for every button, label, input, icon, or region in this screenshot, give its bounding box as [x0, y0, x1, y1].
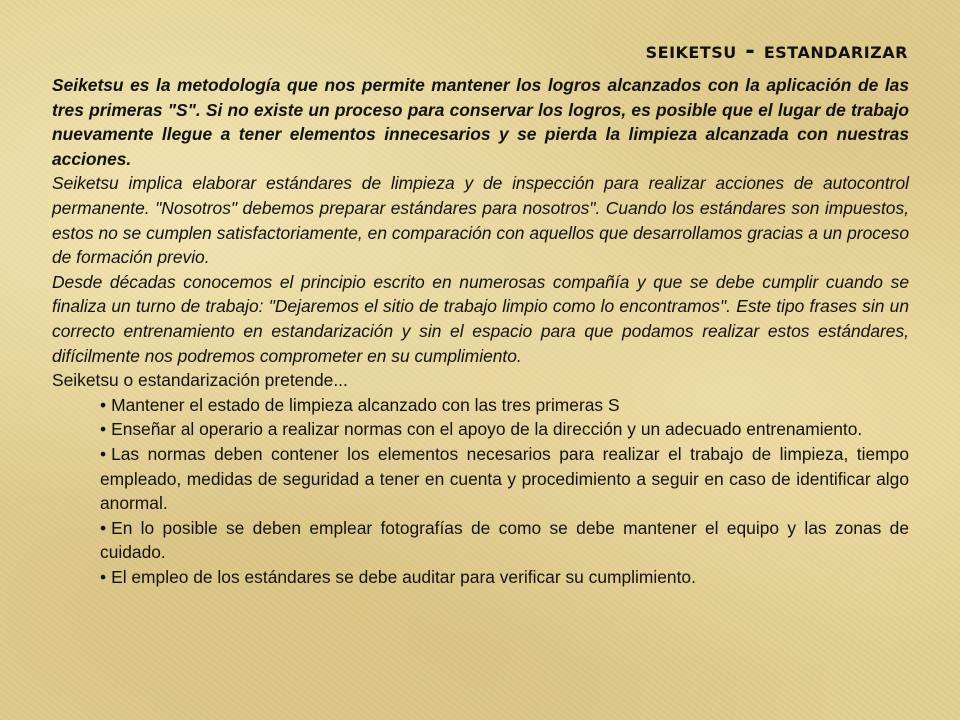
bullet-icon: • — [100, 517, 107, 538]
bullet-icon: • — [100, 394, 107, 415]
slide-title: seiketsu - estandarizar — [645, 38, 908, 64]
list-item-text: El empleo de los estándares se debe auditar para verificar su cumplimiento. — [111, 566, 696, 587]
bullet-icon: • — [100, 443, 107, 464]
list-intro: Seiketsu o estandarización pretende... — [52, 370, 348, 391]
list-item — [100, 393, 909, 418]
list-item-text: Mantener el estado de limpieza alcanzado con las tres primeras S — [111, 394, 620, 415]
list-item-text: En lo posible se deben emplear fotografías de como se debe mantener el equipo y las zonas de cuidado. — [100, 517, 909, 563]
bullet-icon: • — [100, 419, 107, 440]
list-item-text: Las normas deben contener los elementos necesarios para realizar el trabajo de limpieza, tiempo empleado, medidas de seguridad a tener en cuenta y procedimiento a seguir en caso de identificar algo anormal. — [100, 443, 909, 514]
bullet-list — [52, 393, 909, 590]
paragraph-principle: Desde décadas conocemos el principio escrito en numerosas compañía y que se debe cumplir cuando se finaliza un turno de trabajo: "Dejaremos el sitio de trabajo limpio como lo encontramos". Este tipo frases sin un correcto entrenamiento en estandarización y sin el espacio para que podamos realizar estos estándares, difícilmente nos podremos comprometer en su cumplimiento. — [52, 271, 909, 366]
list-item-text: Enseñar al operario a realizar normas con el apoyo de la dirección y un adecuado entrenamiento. — [111, 419, 863, 440]
list-item — [100, 565, 909, 590]
list-item — [100, 516, 909, 565]
slide-body — [52, 73, 909, 589]
paragraph-intro: Seiketsu es la metodología que nos permite mantener los logros alcanzados con la aplicación de las tres primeras "S". Si no existe un proceso para conservar los logros, es posible que el lugar de trabajo nuevamente llegue a tener elementos innecesarios y se pierda la limpieza alcanzada con nuestras acciones. — [52, 75, 909, 169]
list-item — [100, 417, 909, 442]
list-item — [100, 442, 909, 516]
paragraph-standards: Seiketsu implica elaborar estándares de limpieza y de inspección para realizar acciones de autocontrol permanente. "Nosotros" debemos preparar estándares para nosotros". Cuando los estándares son impuestos, estos no se cumplen satisfactoriamente, en comparación con aquellos que desarrollamos gracias a un proceso de formación previo. — [52, 173, 909, 268]
bullet-icon: • — [100, 566, 107, 587]
